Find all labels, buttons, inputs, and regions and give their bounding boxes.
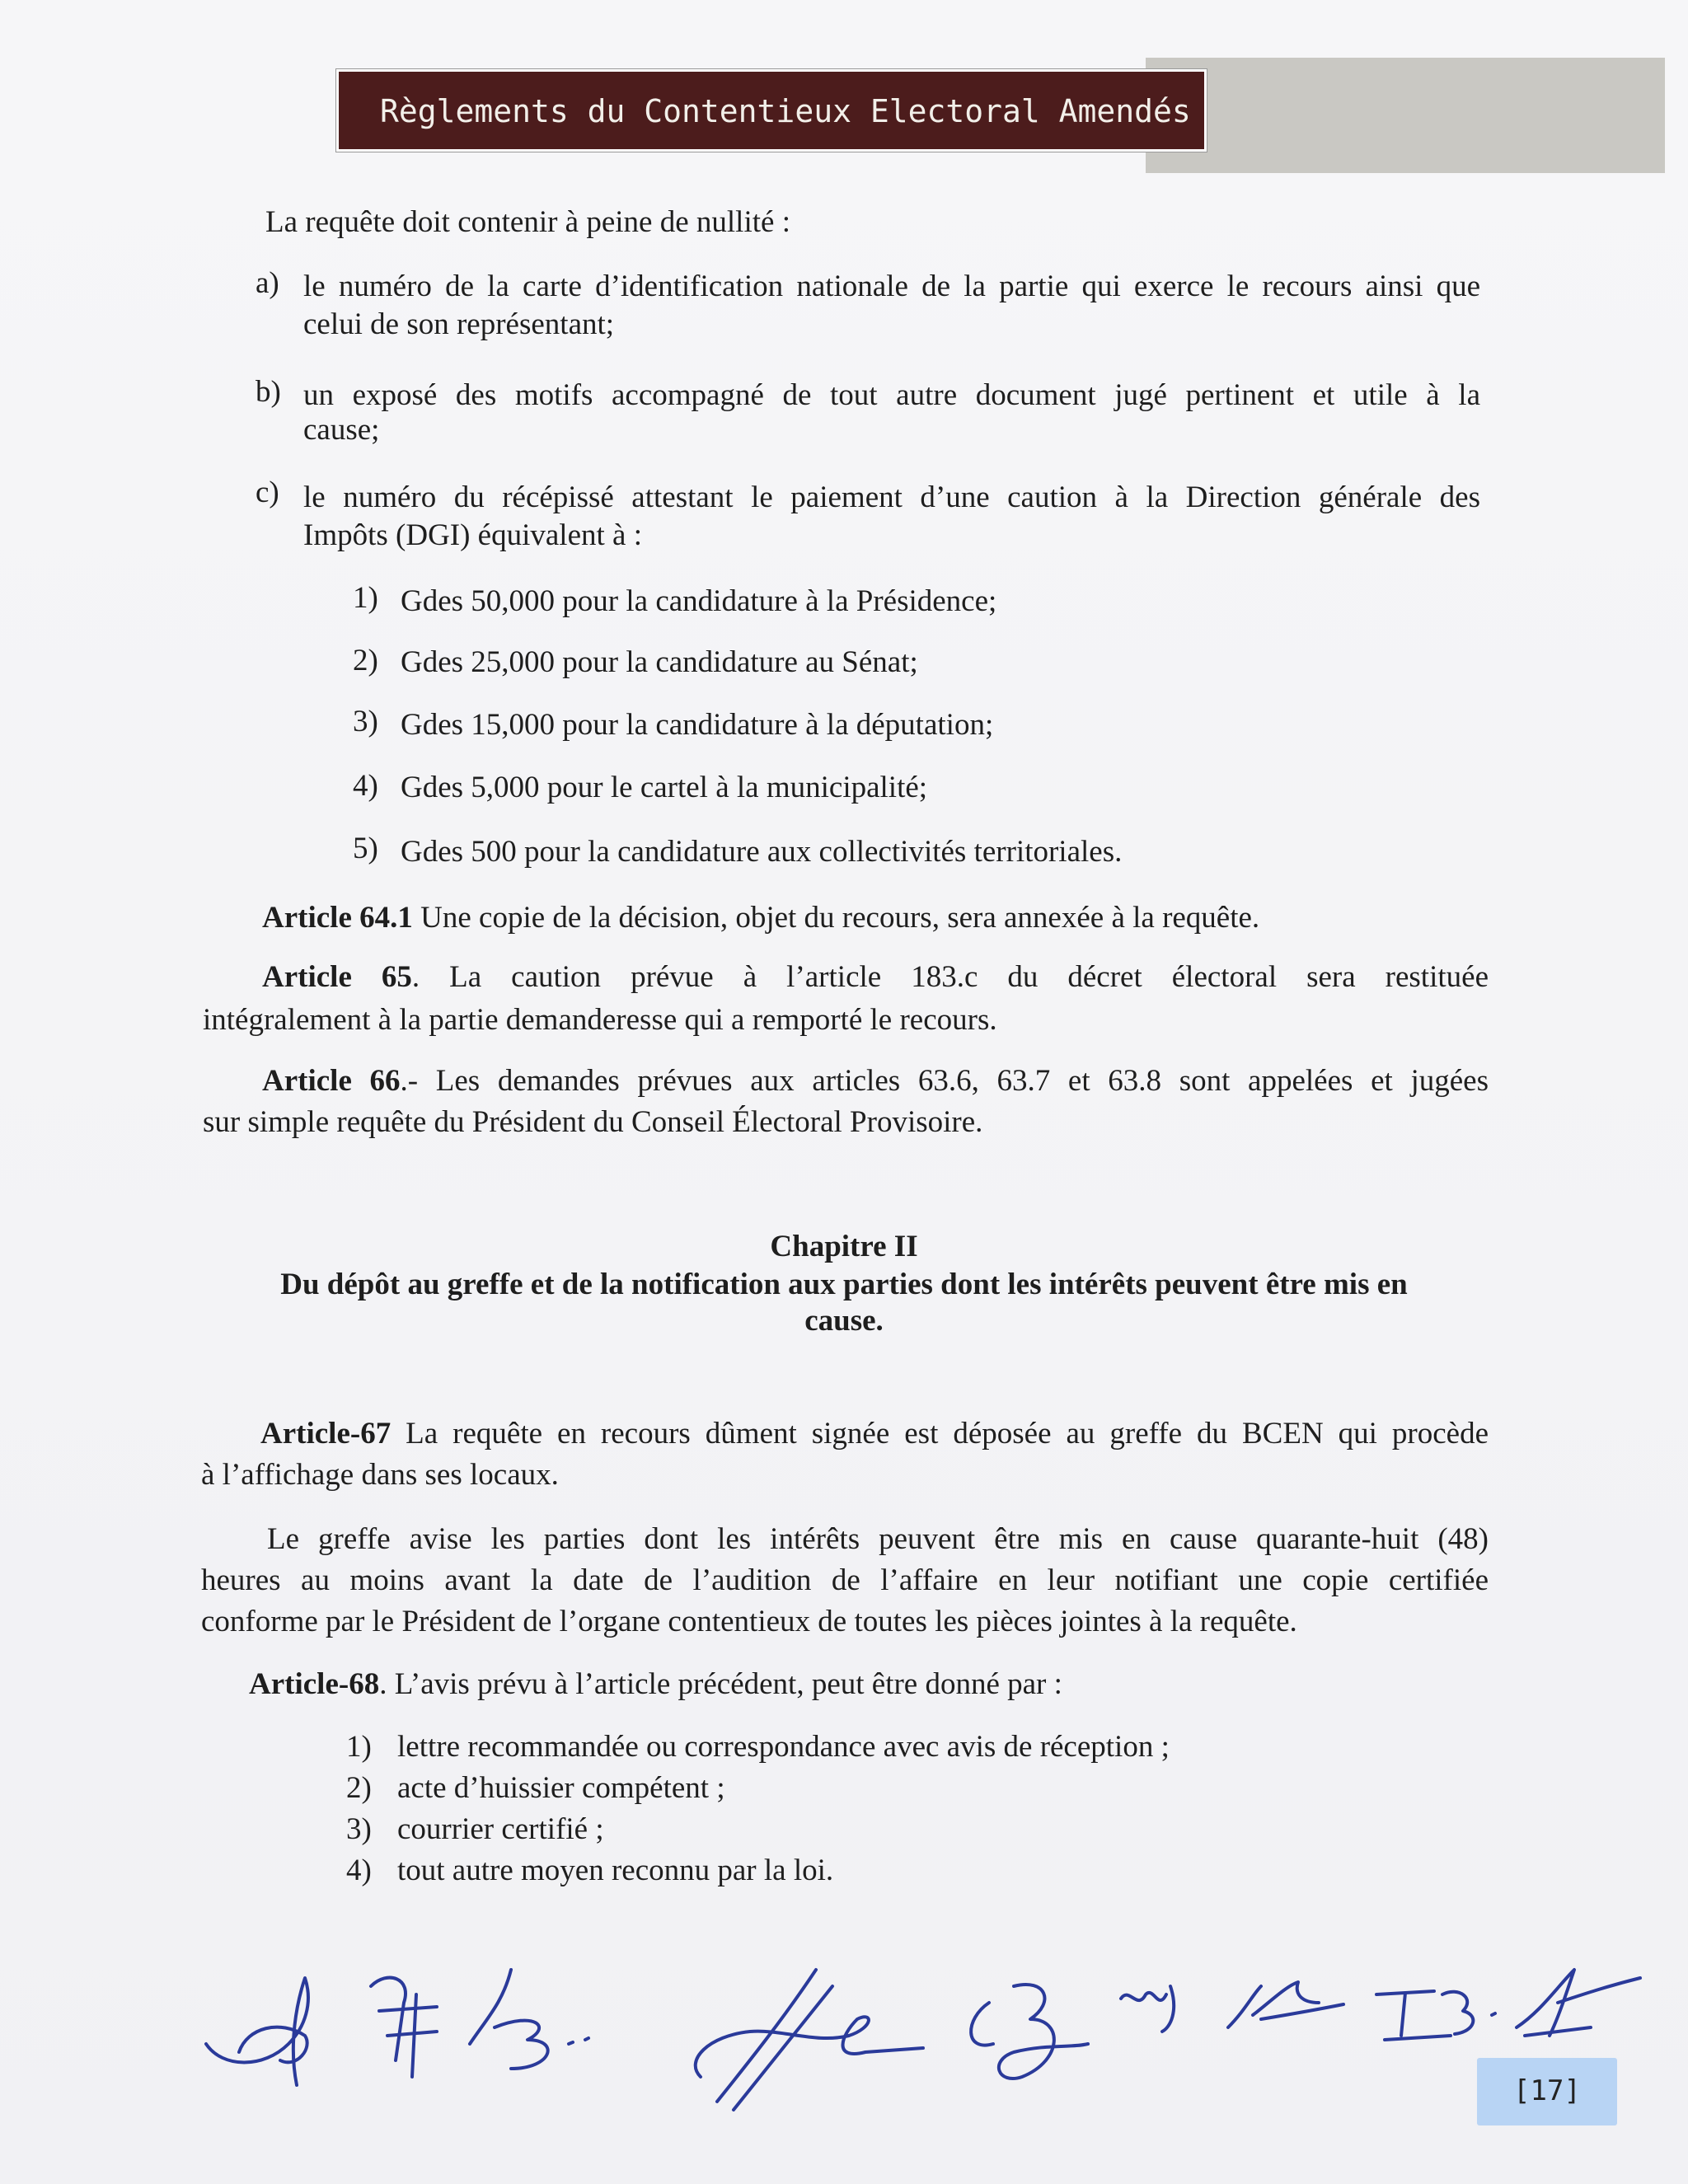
- signature-3: [470, 1970, 588, 2069]
- article-67-line2: à l’affichage dans ses locaux.: [201, 1458, 559, 1492]
- fee-5-label: 5): [353, 832, 378, 865]
- article-66-line1: [262, 1060, 1489, 1103]
- article-68: [249, 1663, 1062, 1706]
- article-65-line2: intégralement à la partie demanderesse qui a remporté le recours.: [203, 1003, 997, 1037]
- item-c-line1: le numéro du récépissé attestant le paiement d’une caution à la Direction générale des: [303, 480, 1480, 514]
- fee-3-text: Gdes 15,000 pour la candidature à la députation;: [401, 708, 994, 742]
- article-66-text: .- Les demandes prévues aux articles 63.6, 63.7 et 63.8 sont appelées et jugées: [400, 1064, 1489, 1098]
- header-banner: [336, 69, 1207, 152]
- item-a-line2: celui de son représentant;: [303, 307, 615, 341]
- fee-1-text: Gdes 50,000 pour la candidature à la Présidence;: [401, 584, 997, 618]
- fee-4-label: 4): [353, 769, 378, 803]
- notice-paragraph-line1: Le greffe avise les parties dont les intérêts peuvent être mis en cause quarante-huit (48): [267, 1522, 1489, 1556]
- fee-1-label: 1): [353, 581, 378, 615]
- article-67-line1: [260, 1413, 1489, 1455]
- article-64-1-text: Une copie de la décision, objet du recours, sera annexée à la requête.: [412, 901, 1260, 935]
- header-band: [1146, 58, 1665, 173]
- signature-8: [1376, 1991, 1495, 2040]
- means-3-label: 3): [346, 1812, 372, 1846]
- article-67-title: Article-67: [260, 1417, 392, 1451]
- chapter-title: Chapitre II: [770, 1230, 918, 1263]
- fee-4-text: Gdes 5,000 pour le cartel à la municipalité;: [401, 771, 928, 804]
- article-67-text: La requête en recours dûment signée est déposée au greffe du BCEN qui procède: [391, 1417, 1489, 1451]
- article-66-title: Article 66: [262, 1064, 401, 1098]
- means-2-label: 2): [346, 1771, 372, 1805]
- item-a-label: a): [256, 266, 279, 300]
- item-b-line1: un exposé des motifs accompagné de tout autre document jugé pertinent et utile à la: [303, 378, 1480, 412]
- page-number: [17]: [1513, 2074, 1581, 2107]
- signatures: [190, 1937, 1688, 2126]
- article-65-title: Article 65: [262, 960, 412, 994]
- fee-2-label: 2): [353, 644, 378, 677]
- means-4-label: 4): [346, 1854, 372, 1887]
- fee-3-label: 3): [353, 705, 378, 738]
- means-2-text: acte d’huissier compétent ;: [397, 1771, 725, 1805]
- means-1-label: 1): [346, 1730, 372, 1764]
- article-65-line1: [262, 956, 1489, 999]
- article-64-1-title: Article 64.1: [262, 901, 413, 935]
- notice-paragraph-line2: heures au moins avant la date de l’audition de l’affaire en leur notifiant une copie certifiée: [201, 1563, 1489, 1597]
- signature-7: [1228, 1982, 1343, 2027]
- chapter-subtitle-line1: Du dépôt au greffe et de la notification aux parties dont les intérêts peuvent être mis en: [280, 1268, 1408, 1301]
- article-65-text: . La caution prévue à l’article 183.c du décret électoral sera restituée: [411, 960, 1489, 994]
- chapter-subtitle-line2: cause.: [804, 1304, 884, 1338]
- article-68-title: Article-68: [249, 1667, 380, 1701]
- item-a-line1: le numéro de la carte d’identification nationale de la partie qui exerce le recours ainsi que: [303, 269, 1480, 303]
- signature-5: [971, 1985, 1088, 2079]
- signature-4: [696, 1970, 923, 2110]
- means-3-text: courrier certifié ;: [397, 1812, 604, 1846]
- means-4-text: tout autre moyen reconnu par la loi.: [397, 1854, 834, 1887]
- item-b-label: b): [256, 375, 281, 409]
- article-64-1: [262, 897, 1259, 940]
- signature-9: [1517, 1970, 1640, 2036]
- intro-text: La requête doit contenir à peine de nullité :: [265, 205, 790, 239]
- item-c-label: c): [256, 476, 279, 509]
- fee-5-text: Gdes 500 pour la candidature aux collectivités territoriales.: [401, 835, 1123, 869]
- article-66-line2: sur simple requête du Président du Conseil Électoral Provisoire.: [203, 1105, 983, 1139]
- means-1-text: lettre recommandée ou correspondance avec avis de réception ;: [397, 1730, 1170, 1764]
- signature-1: [206, 1978, 308, 2085]
- page-number-badge: [1477, 2058, 1617, 2125]
- header-title: Règlements du Contentieux Electoral Amendés: [380, 93, 1191, 129]
- signature-2: [371, 1978, 437, 2077]
- item-b-line2: cause;: [303, 413, 380, 447]
- article-68-text: . L’avis prévu à l’article précédent, peut être donné par :: [379, 1667, 1062, 1701]
- signature-6: [1121, 1986, 1174, 2032]
- notice-paragraph-line3: conforme par le Président de l’organe contentieux de toutes les pièces jointes à la requête.: [201, 1605, 1297, 1638]
- fee-2-text: Gdes 25,000 pour la candidature au Sénat;: [401, 645, 918, 679]
- item-c-line2: Impôts (DGI) équivalent à :: [303, 518, 642, 552]
